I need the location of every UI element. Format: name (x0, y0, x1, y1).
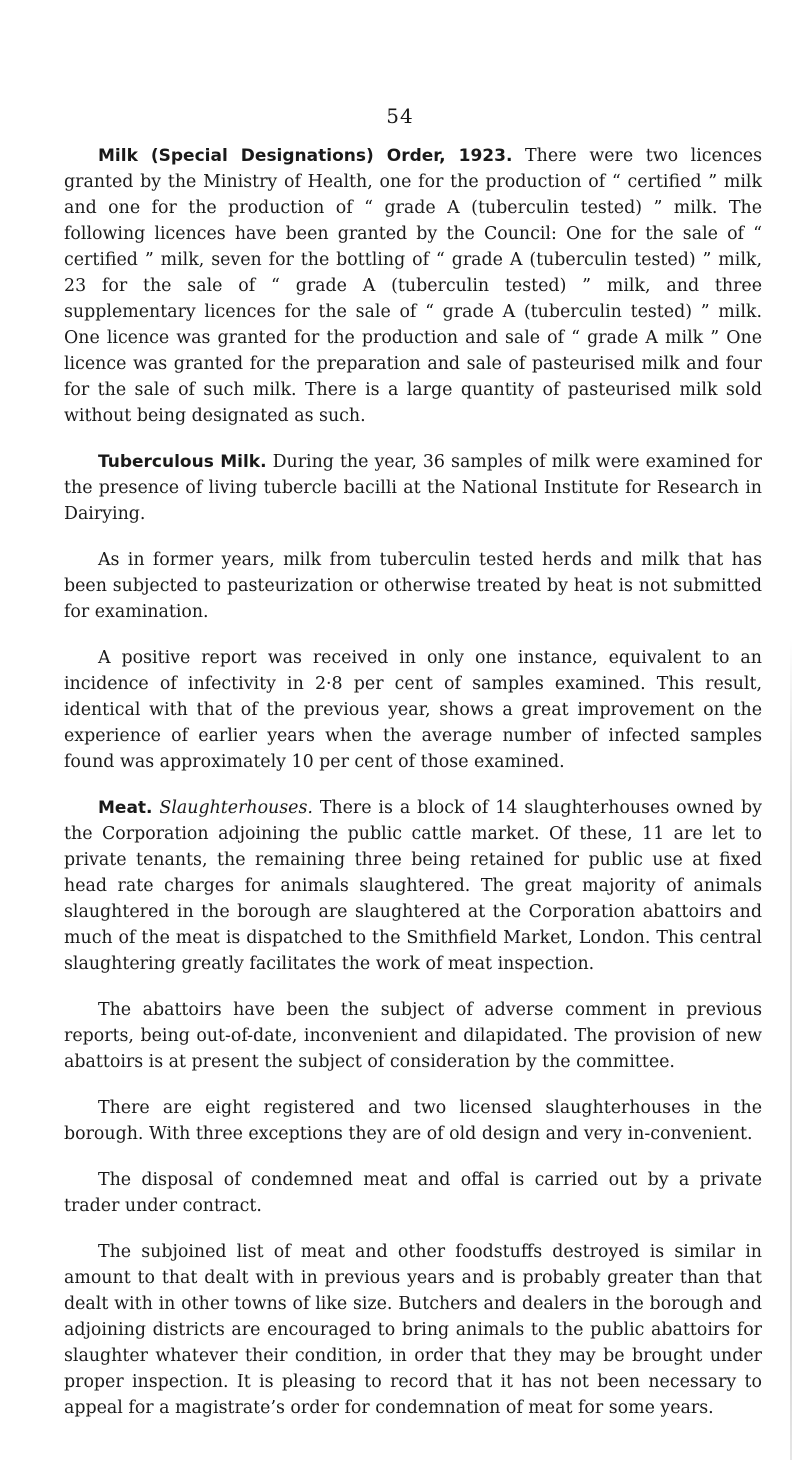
paragraph-abattoirs: The abattoirs have been the subject of adverse comment in previous reports, being out-of-date, inconvenient and dilapidated. The provision of new abattoirs is at present the subject of consideration by the committee. (64, 1000, 762, 1072)
paragraph-meat (64, 795, 762, 977)
paragraph-registered-slaughterhouses: There are eight registered and two licensed slaughterhouses in the borough. With three exceptions they are of old design and very in-convenient. (64, 1098, 762, 1144)
page-number: 54 (386, 104, 414, 128)
paragraph-subjoined-list: The subjoined list of meat and other foodstuffs destroyed is similar in amount to that dealt with in previous years and is probably greater than that dealt with in other towns of like size. Butchers and dealers in the borough and adjoining districts are encouraged to bring animals to the public abattoirs for slaughter whatever their condition, in order that they may be brought under proper inspection. It is pleasing to record that it has not been necessary to appeal for a magistrate’s order for condemnation of meat for some years. (64, 1242, 762, 1418)
paragraph-disposal: The disposal of condemned meat and offal is carried out by a private trader under contract. (64, 1170, 762, 1216)
page-edge-shadow (790, 640, 792, 1460)
section-heading-meat: Meat. (98, 798, 153, 818)
paragraph-text: During the year, 36 samples of milk were examined for the presence of living tubercle bacilli at the National Institute for Research in Dairying. (64, 452, 762, 524)
paragraph-text: There were two licences granted by the Ministry of Health, one for the production of “ certified ” milk and one for the production of “ grade A (tuberculin tested) ” milk. The following licences have been granted by the Council: One for the sale of “ certified ” milk, seven for the bottling of “ grade A (tuberculin tested) ” milk, 23 for the sale of “ grade A (tuberculin tested) ” milk, and three supplementary licences for the sale of “ grade A (tuberculin tested) ” milk. One licence was granted for the production and sale of “ grade A milk ” One licence was granted for the preparation and sale of pasteurised milk and four for the sale of such milk. There is a large quantity of pasteurised milk sold without being designated as such. (64, 146, 762, 426)
paragraph-positive-report: A positive report was received in only one instance, equivalent to an incidence of infectivity in 2·8 per cent of samples examined. This result, identical with that of the previous year, shows a great improvement on the experience of earlier years when the average number of infected samples found was approximately 10 per cent of those examined. (64, 648, 762, 772)
paragraph-text: There is a block of 14 slaughterhouses owned by the Corporation adjoining the public cattle market. Of these, 11 are let to private tenants, the remaining three being retained for public use at fixed head rate charges for animals slaughtered. The great majority of animals slaughtered in the borough are slaughtered at the Corporation abattoirs and much of the meat is dispatched to the Smithfield Market, London. This central slaughtering greatly facilitates the work of meat inspection. (64, 798, 762, 974)
section-heading-milk-special-designations: Milk (Special Designations) Order, 1923. (98, 146, 513, 166)
paragraph-tuberculous-milk (64, 449, 762, 527)
subheading-slaughterhouses: Slaughterhouses. (159, 798, 313, 818)
paragraph-milk-special-designations (64, 143, 762, 429)
document-body (64, 143, 762, 1441)
paragraph-former-years: As in former years, milk from tuberculin tested herds and milk that has been subjected to pasteurization or otherwise treated by heat is not submitted for examination. (64, 550, 762, 622)
section-heading-tuberculous-milk: Tuberculous Milk. (98, 452, 267, 472)
